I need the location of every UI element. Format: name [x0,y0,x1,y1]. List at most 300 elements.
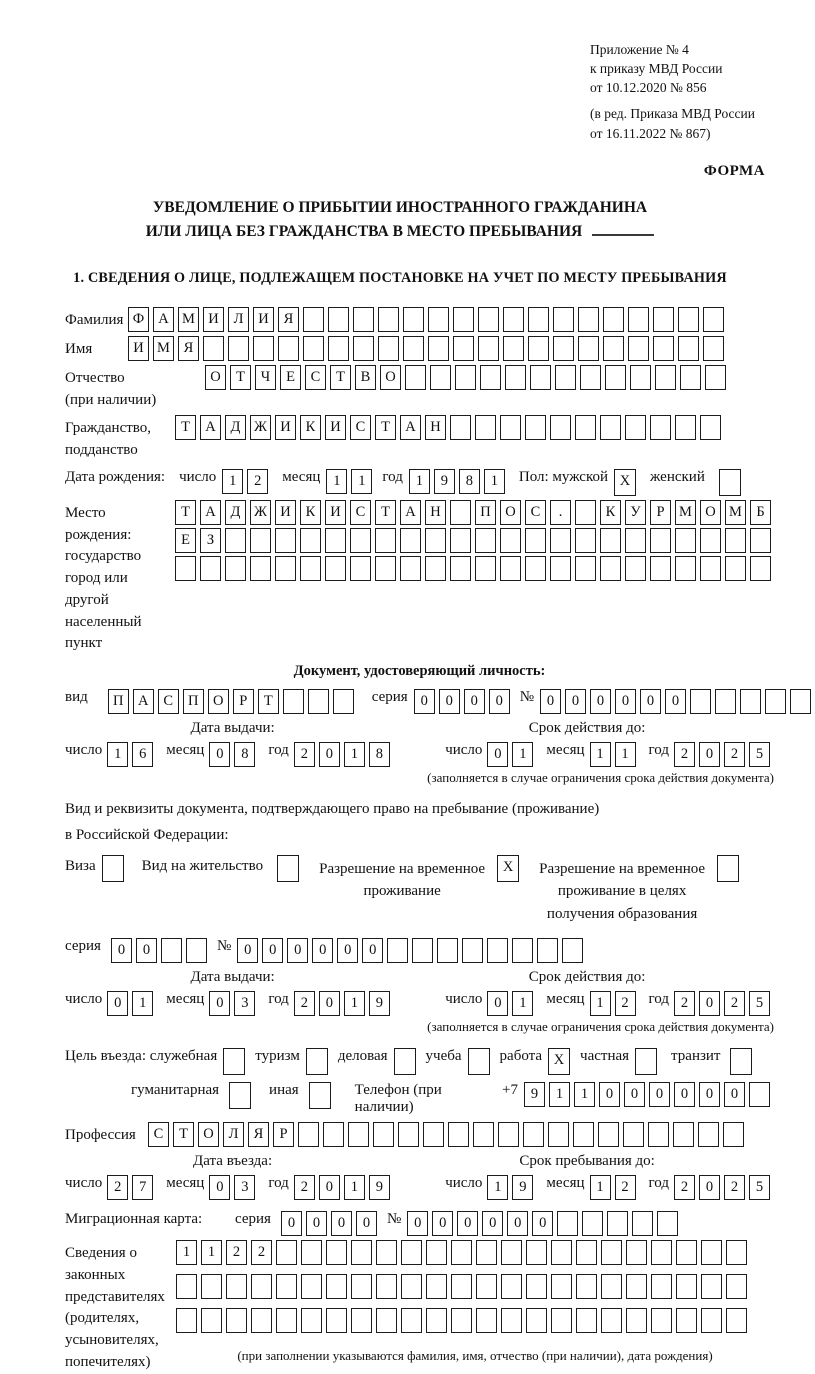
char-cell[interactable]: 0 [319,742,340,767]
char-cell[interactable] [425,528,446,553]
char-cell[interactable]: 0 [507,1211,528,1236]
char-cell[interactable] [678,336,699,361]
char-cell[interactable]: 2 [251,1240,272,1265]
char-cell[interactable]: 1 [512,991,533,1016]
char-cell[interactable]: 0 [237,938,258,963]
char-cell[interactable] [375,528,396,553]
char-cell[interactable] [378,307,399,332]
char-cell[interactable] [498,1122,519,1147]
char-cell[interactable] [251,1274,272,1299]
char-cell[interactable]: 0 [362,938,383,963]
char-cell[interactable] [250,528,271,553]
char-cell[interactable] [750,528,771,553]
char-cell[interactable]: Т [173,1122,194,1147]
char-cell[interactable]: Л [228,307,249,332]
char-cell[interactable] [276,1308,297,1333]
char-cell[interactable] [405,365,426,390]
char-cell[interactable]: Е [280,365,301,390]
char-cell[interactable] [333,689,354,714]
char-cell[interactable]: 9 [524,1082,545,1107]
checkbox-cell[interactable] [223,1048,245,1075]
char-cell[interactable] [176,1308,197,1333]
char-cell[interactable] [412,938,433,963]
char-cell[interactable]: 2 [226,1240,247,1265]
char-cell[interactable] [537,938,558,963]
char-cell[interactable]: 2 [247,469,268,494]
char-cell[interactable]: 0 [439,689,460,714]
char-cell[interactable] [525,556,546,581]
char-cell[interactable] [600,528,621,553]
char-cell[interactable] [475,556,496,581]
char-cell[interactable]: З [200,528,221,553]
char-cell[interactable] [462,938,483,963]
char-cell[interactable]: 0 [487,742,508,767]
char-cell[interactable] [303,307,324,332]
char-cell[interactable] [673,1122,694,1147]
char-cell[interactable]: 0 [136,938,157,963]
char-cell[interactable]: 0 [599,1082,620,1107]
char-cell[interactable] [328,307,349,332]
char-cell[interactable]: Т [375,500,396,525]
char-cell[interactable]: Е [175,528,196,553]
char-cell[interactable] [453,336,474,361]
char-cell[interactable] [503,307,524,332]
char-cell[interactable] [628,336,649,361]
char-cell[interactable] [700,528,721,553]
char-cell[interactable] [550,528,571,553]
char-cell[interactable] [701,1308,722,1333]
char-cell[interactable]: А [153,307,174,332]
char-cell[interactable] [501,1308,522,1333]
char-cell[interactable]: Я [278,307,299,332]
checkbox-cell[interactable]: X [497,855,519,882]
char-cell[interactable] [625,415,646,440]
char-cell[interactable] [253,336,274,361]
char-cell[interactable] [376,1240,397,1265]
char-cell[interactable]: 0 [724,1082,745,1107]
char-cell[interactable]: Ч [255,365,276,390]
char-cell[interactable] [505,365,526,390]
char-cell[interactable]: Т [330,365,351,390]
char-cell[interactable]: 1 [615,742,636,767]
char-cell[interactable] [203,336,224,361]
char-cell[interactable] [676,1240,697,1265]
char-cell[interactable] [475,415,496,440]
char-cell[interactable]: 2 [674,742,695,767]
char-cell[interactable] [512,938,533,963]
char-cell[interactable] [600,415,621,440]
char-cell[interactable] [650,415,671,440]
char-cell[interactable]: 0 [699,1175,720,1200]
char-cell[interactable] [555,365,576,390]
char-cell[interactable] [607,1211,628,1236]
char-cell[interactable]: . [550,500,571,525]
char-cell[interactable]: М [675,500,696,525]
char-cell[interactable]: 0 [457,1211,478,1236]
char-cell[interactable] [655,365,676,390]
char-cell[interactable] [487,938,508,963]
char-cell[interactable] [326,1274,347,1299]
checkbox-cell[interactable] [309,1082,331,1109]
char-cell[interactable] [250,556,271,581]
char-cell[interactable] [225,556,246,581]
char-cell[interactable] [626,1240,647,1265]
char-cell[interactable] [450,556,471,581]
char-cell[interactable] [200,556,221,581]
char-cell[interactable]: А [200,500,221,525]
char-cell[interactable]: М [178,307,199,332]
char-cell[interactable] [453,307,474,332]
char-cell[interactable] [403,307,424,332]
char-cell[interactable] [186,938,207,963]
char-cell[interactable]: 1 [590,1175,611,1200]
char-cell[interactable] [632,1211,653,1236]
char-cell[interactable]: С [158,689,179,714]
char-cell[interactable]: 1 [487,1175,508,1200]
char-cell[interactable] [351,1274,372,1299]
char-cell[interactable]: О [380,365,401,390]
char-cell[interactable]: 3 [234,1175,255,1200]
char-cell[interactable] [376,1274,397,1299]
char-cell[interactable] [375,556,396,581]
char-cell[interactable]: 5 [749,742,770,767]
char-cell[interactable]: А [400,500,421,525]
char-cell[interactable] [750,556,771,581]
char-cell[interactable]: Т [258,689,279,714]
char-cell[interactable]: 2 [107,1175,128,1200]
char-cell[interactable] [725,556,746,581]
char-cell[interactable]: 0 [699,742,720,767]
char-cell[interactable] [353,307,374,332]
char-cell[interactable] [501,1240,522,1265]
char-cell[interactable] [676,1308,697,1333]
char-cell[interactable]: 2 [294,742,315,767]
char-cell[interactable] [350,556,371,581]
char-cell[interactable] [523,1122,544,1147]
char-cell[interactable]: 0 [464,689,485,714]
char-cell[interactable] [325,528,346,553]
char-cell[interactable] [475,528,496,553]
char-cell[interactable]: 8 [234,742,255,767]
char-cell[interactable]: 5 [749,1175,770,1200]
char-cell[interactable]: 0 [540,689,561,714]
char-cell[interactable]: 1 [549,1082,570,1107]
char-cell[interactable] [701,1240,722,1265]
char-cell[interactable] [651,1274,672,1299]
char-cell[interactable] [387,938,408,963]
char-cell[interactable] [500,528,521,553]
char-cell[interactable] [300,528,321,553]
char-cell[interactable] [626,1274,647,1299]
char-cell[interactable]: 5 [749,991,770,1016]
char-cell[interactable]: Я [248,1122,269,1147]
char-cell[interactable] [175,556,196,581]
char-cell[interactable]: 0 [699,991,720,1016]
char-cell[interactable] [765,689,786,714]
char-cell[interactable] [525,528,546,553]
char-cell[interactable] [303,336,324,361]
char-cell[interactable]: 1 [344,991,365,1016]
char-cell[interactable] [500,556,521,581]
char-cell[interactable]: Д [225,500,246,525]
char-cell[interactable]: 8 [369,742,390,767]
char-cell[interactable] [576,1274,597,1299]
char-cell[interactable] [601,1274,622,1299]
char-cell[interactable]: 1 [176,1240,197,1265]
char-cell[interactable] [275,528,296,553]
char-cell[interactable] [437,938,458,963]
char-cell[interactable]: У [625,500,646,525]
char-cell[interactable] [578,336,599,361]
char-cell[interactable] [326,1308,347,1333]
char-cell[interactable] [551,1240,572,1265]
char-cell[interactable] [600,556,621,581]
char-cell[interactable]: 0 [287,938,308,963]
char-cell[interactable]: Б [750,500,771,525]
char-cell[interactable]: 6 [132,742,153,767]
char-cell[interactable]: 2 [724,742,745,767]
char-cell[interactable] [580,365,601,390]
char-cell[interactable] [557,1211,578,1236]
char-cell[interactable]: 1 [574,1082,595,1107]
char-cell[interactable] [705,365,726,390]
char-cell[interactable]: М [153,336,174,361]
char-cell[interactable]: А [133,689,154,714]
char-cell[interactable] [630,365,651,390]
char-cell[interactable]: 1 [107,742,128,767]
char-cell[interactable]: 1 [484,469,505,494]
char-cell[interactable]: 1 [132,991,153,1016]
char-cell[interactable]: Т [175,415,196,440]
char-cell[interactable] [426,1240,447,1265]
checkbox-cell[interactable] [717,855,739,882]
char-cell[interactable] [478,336,499,361]
char-cell[interactable]: 2 [294,991,315,1016]
char-cell[interactable] [650,556,671,581]
char-cell[interactable] [425,556,446,581]
char-cell[interactable]: 9 [369,1175,390,1200]
char-cell[interactable]: К [600,500,621,525]
char-cell[interactable]: 2 [674,1175,695,1200]
checkbox-cell[interactable] [229,1082,251,1109]
char-cell[interactable]: 1 [222,469,243,494]
char-cell[interactable] [225,528,246,553]
char-cell[interactable]: 0 [532,1211,553,1236]
char-cell[interactable]: О [198,1122,219,1147]
char-cell[interactable] [283,689,304,714]
char-cell[interactable] [451,1240,472,1265]
char-cell[interactable] [651,1240,672,1265]
char-cell[interactable] [301,1308,322,1333]
char-cell[interactable]: 0 [414,689,435,714]
char-cell[interactable] [578,307,599,332]
char-cell[interactable]: 0 [111,938,132,963]
char-cell[interactable] [201,1274,222,1299]
checkbox-cell[interactable] [394,1048,416,1075]
char-cell[interactable] [551,1308,572,1333]
char-cell[interactable] [700,415,721,440]
char-cell[interactable] [323,1122,344,1147]
char-cell[interactable] [476,1274,497,1299]
char-cell[interactable] [480,365,501,390]
char-cell[interactable] [398,1122,419,1147]
char-cell[interactable]: 7 [132,1175,153,1200]
char-cell[interactable] [550,415,571,440]
char-cell[interactable] [276,1274,297,1299]
char-cell[interactable] [301,1274,322,1299]
char-cell[interactable] [298,1122,319,1147]
char-cell[interactable]: И [325,415,346,440]
char-cell[interactable]: О [700,500,721,525]
char-cell[interactable] [400,556,421,581]
char-cell[interactable] [726,1274,747,1299]
char-cell[interactable] [582,1211,603,1236]
char-cell[interactable]: 0 [319,1175,340,1200]
char-cell[interactable] [651,1308,672,1333]
char-cell[interactable]: 2 [674,991,695,1016]
char-cell[interactable] [740,689,761,714]
char-cell[interactable]: 0 [674,1082,695,1107]
char-cell[interactable]: 2 [615,1175,636,1200]
char-cell[interactable] [401,1308,422,1333]
char-cell[interactable]: А [400,415,421,440]
char-cell[interactable] [653,307,674,332]
char-cell[interactable]: 0 [649,1082,670,1107]
char-cell[interactable]: 0 [209,991,230,1016]
char-cell[interactable] [401,1240,422,1265]
char-cell[interactable] [598,1122,619,1147]
char-cell[interactable] [653,336,674,361]
char-cell[interactable] [478,307,499,332]
char-cell[interactable]: 1 [326,469,347,494]
char-cell[interactable] [576,1308,597,1333]
char-cell[interactable] [675,556,696,581]
char-cell[interactable]: П [108,689,129,714]
char-cell[interactable] [725,528,746,553]
char-cell[interactable] [451,1308,472,1333]
checkbox-cell[interactable]: X [548,1048,570,1075]
char-cell[interactable] [503,336,524,361]
char-cell[interactable] [353,336,374,361]
char-cell[interactable]: Я [178,336,199,361]
char-cell[interactable] [328,336,349,361]
char-cell[interactable]: П [183,689,204,714]
char-cell[interactable] [675,528,696,553]
char-cell[interactable] [726,1308,747,1333]
char-cell[interactable]: 0 [209,742,230,767]
char-cell[interactable] [700,556,721,581]
char-cell[interactable]: 1 [201,1240,222,1265]
char-cell[interactable]: 2 [724,1175,745,1200]
char-cell[interactable] [476,1240,497,1265]
char-cell[interactable]: С [350,500,371,525]
char-cell[interactable]: 0 [432,1211,453,1236]
char-cell[interactable] [603,307,624,332]
char-cell[interactable]: 2 [294,1175,315,1200]
char-cell[interactable]: П [475,500,496,525]
checkbox-cell[interactable] [277,855,299,882]
checkbox-cell[interactable] [635,1048,657,1075]
char-cell[interactable]: 0 [281,1211,302,1236]
char-cell[interactable]: 0 [565,689,586,714]
char-cell[interactable] [690,689,711,714]
char-cell[interactable]: И [203,307,224,332]
char-cell[interactable]: О [208,689,229,714]
char-cell[interactable] [623,1122,644,1147]
char-cell[interactable]: 0 [624,1082,645,1107]
char-cell[interactable]: С [525,500,546,525]
char-cell[interactable]: В [355,365,376,390]
char-cell[interactable]: 2 [724,991,745,1016]
char-cell[interactable] [275,556,296,581]
char-cell[interactable]: 9 [512,1175,533,1200]
char-cell[interactable]: 0 [615,689,636,714]
char-cell[interactable] [526,1240,547,1265]
char-cell[interactable] [575,500,596,525]
char-cell[interactable] [526,1274,547,1299]
char-cell[interactable] [605,365,626,390]
char-cell[interactable]: И [275,500,296,525]
char-cell[interactable]: А [200,415,221,440]
char-cell[interactable] [698,1122,719,1147]
char-cell[interactable]: 1 [512,742,533,767]
char-cell[interactable] [450,415,471,440]
char-cell[interactable] [575,556,596,581]
char-cell[interactable]: 0 [699,1082,720,1107]
char-cell[interactable]: Л [223,1122,244,1147]
char-cell[interactable] [701,1274,722,1299]
char-cell[interactable]: И [325,500,346,525]
char-cell[interactable] [501,1274,522,1299]
char-cell[interactable] [648,1122,669,1147]
char-cell[interactable] [657,1211,678,1236]
char-cell[interactable] [500,415,521,440]
char-cell[interactable] [423,1122,444,1147]
char-cell[interactable]: 0 [262,938,283,963]
char-cell[interactable]: 1 [344,1175,365,1200]
char-cell[interactable]: 0 [306,1211,327,1236]
char-cell[interactable] [625,528,646,553]
char-cell[interactable]: Р [233,689,254,714]
char-cell[interactable]: 1 [351,469,372,494]
char-cell[interactable] [678,307,699,332]
char-cell[interactable] [749,1082,770,1107]
char-cell[interactable]: Т [175,500,196,525]
char-cell[interactable] [451,1274,472,1299]
char-cell[interactable]: Р [273,1122,294,1147]
char-cell[interactable] [551,1274,572,1299]
char-cell[interactable] [426,1274,447,1299]
char-cell[interactable]: 0 [482,1211,503,1236]
checkbox-cell[interactable] [719,469,741,496]
char-cell[interactable] [476,1308,497,1333]
char-cell[interactable] [576,1240,597,1265]
char-cell[interactable] [562,938,583,963]
char-cell[interactable] [176,1274,197,1299]
char-cell[interactable]: 9 [369,991,390,1016]
char-cell[interactable]: 0 [209,1175,230,1200]
char-cell[interactable]: С [350,415,371,440]
char-cell[interactable] [278,336,299,361]
char-cell[interactable] [276,1240,297,1265]
char-cell[interactable] [308,689,329,714]
char-cell[interactable] [528,307,549,332]
char-cell[interactable]: К [300,500,321,525]
char-cell[interactable] [680,365,701,390]
char-cell[interactable] [790,689,811,714]
char-cell[interactable]: С [148,1122,169,1147]
char-cell[interactable] [400,528,421,553]
